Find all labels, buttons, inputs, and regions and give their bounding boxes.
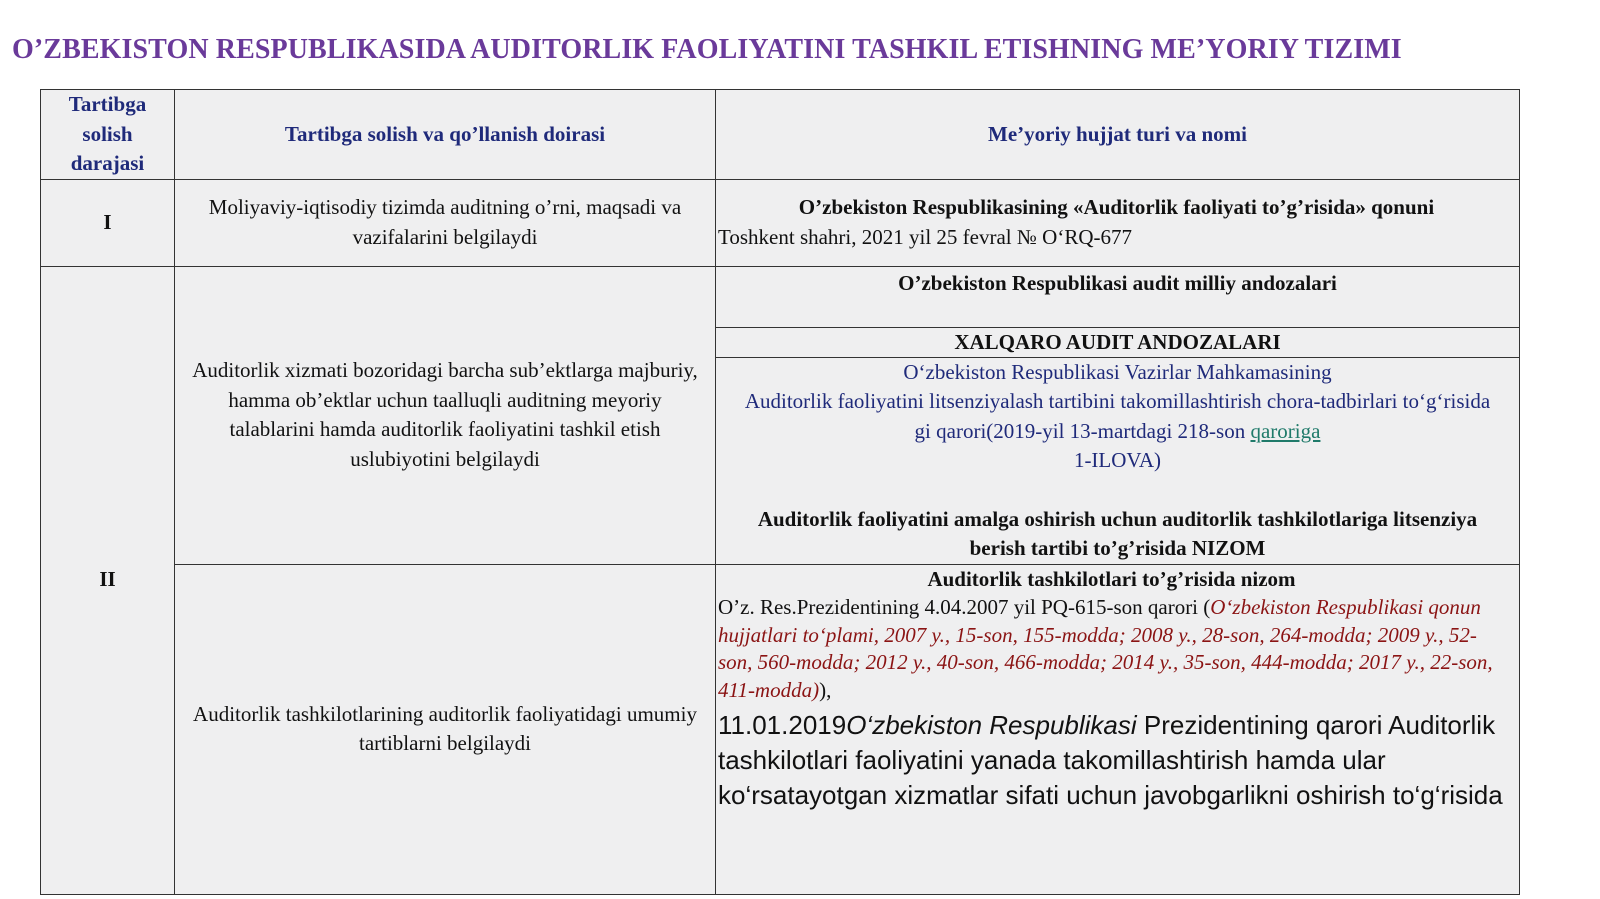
scope-cell-1: Moliyaviy-iqtisodiy tizimda auditning o’rni, maqsadi va vazifalarini belgilaydi [175, 179, 716, 266]
table-header-row [41, 90, 1520, 180]
header-level: Tartibga solish darajasi [41, 90, 175, 180]
table-row [41, 179, 1520, 266]
header-document: Me’yoriy hujjat turi va nomi [716, 90, 1520, 180]
table-row [41, 266, 1520, 564]
law-reference: Toshkent shahri, 2021 yil 25 fevral № O‘RQ-677 [718, 224, 1133, 249]
international-standards: XALQARO AUDIT ANDOZALARI [716, 328, 1519, 358]
cabinet-resolution: O‘zbekiston Respublikasi Vazirlar Mahkamasining Auditorlik faoliyatini litsenziyalash tartibini takomillashtirish chora-tadbirlari to‘g‘risida gi qarori(2019-yil 13-martdagi 218-son qaroriga 1-ILOVA) [744, 359, 1491, 472]
nizom-title: Auditorlik tashkilotlari to’g’risida nizom [927, 566, 1296, 591]
scope-cell-2b: Auditorlik tashkilotlarining auditorlik faoliyatidagi umumiy tartiblarni belgilaydi [175, 564, 716, 894]
resolution-link[interactable]: qaroriga [1250, 418, 1321, 443]
nizom-reference: O’z. Res.Prezidentining 4.04.2007 yil PQ-615-son qarori (O‘zbekiston Respublikasi qonun hujjatlari to‘plami, 2007 y., 15-son, 155-modda; 2008 y., 28-son, 264-modda; 2009 y., 52-son, 560-modda; 2012 y., 40-son, 466-modda; 2014 y., 35-son, 444-modda; 2017 y., 22-son, 411-modda)), [718, 595, 1493, 702]
table-row [41, 564, 1520, 894]
document-cell-1 [716, 179, 1520, 266]
document-cell-2b [716, 564, 1520, 894]
license-regulation: Auditorlik faoliyatini amalga oshirish uchun auditorlik tashkilotlariga litsenziya berish tartibi to’g’risida NIZOM [757, 506, 1478, 560]
level-cell-1: I [41, 179, 175, 266]
scope-cell-2a: Auditorlik xizmati bozoridagi barcha sub’ektlarga majburiy, hamma ob’ektlar uchun taalluqli auditning meyoriy talablarini hamda auditorlik faoliyatini tashkil etish uslubiyotini belgilaydi [175, 266, 716, 564]
header-scope: Tartibga solish va qo’llanish doirasi [175, 90, 716, 180]
document-cell-2a [716, 266, 1520, 564]
level-cell-2: II [41, 266, 175, 894]
law-title: O’zbekiston Respublikasining «Auditorlik faoliyati to’g’risida» qonuni [798, 195, 1435, 219]
page-title: O’ZBEKISTON RESPUBLIKASIDA AUDITORLIK FAOLIYATINI TASHKIL ETISHNING ME’YORIY TIZIMI [12, 34, 1402, 65]
regulation-table [40, 89, 1520, 895]
national-standards: O’zbekiston Respublikasi audit milliy andozalari [716, 269, 1519, 328]
presidential-decree: 11.01.2019O‘zbekiston Respublikasi Prezidentining qarori Auditorlik tashkilotlari faoliyatini yanada takomillashtirish hamda ular ko‘rsatayotgan xizmatlar sifati uchun javobgarlikni oshirish to‘g‘risida [718, 710, 1503, 810]
